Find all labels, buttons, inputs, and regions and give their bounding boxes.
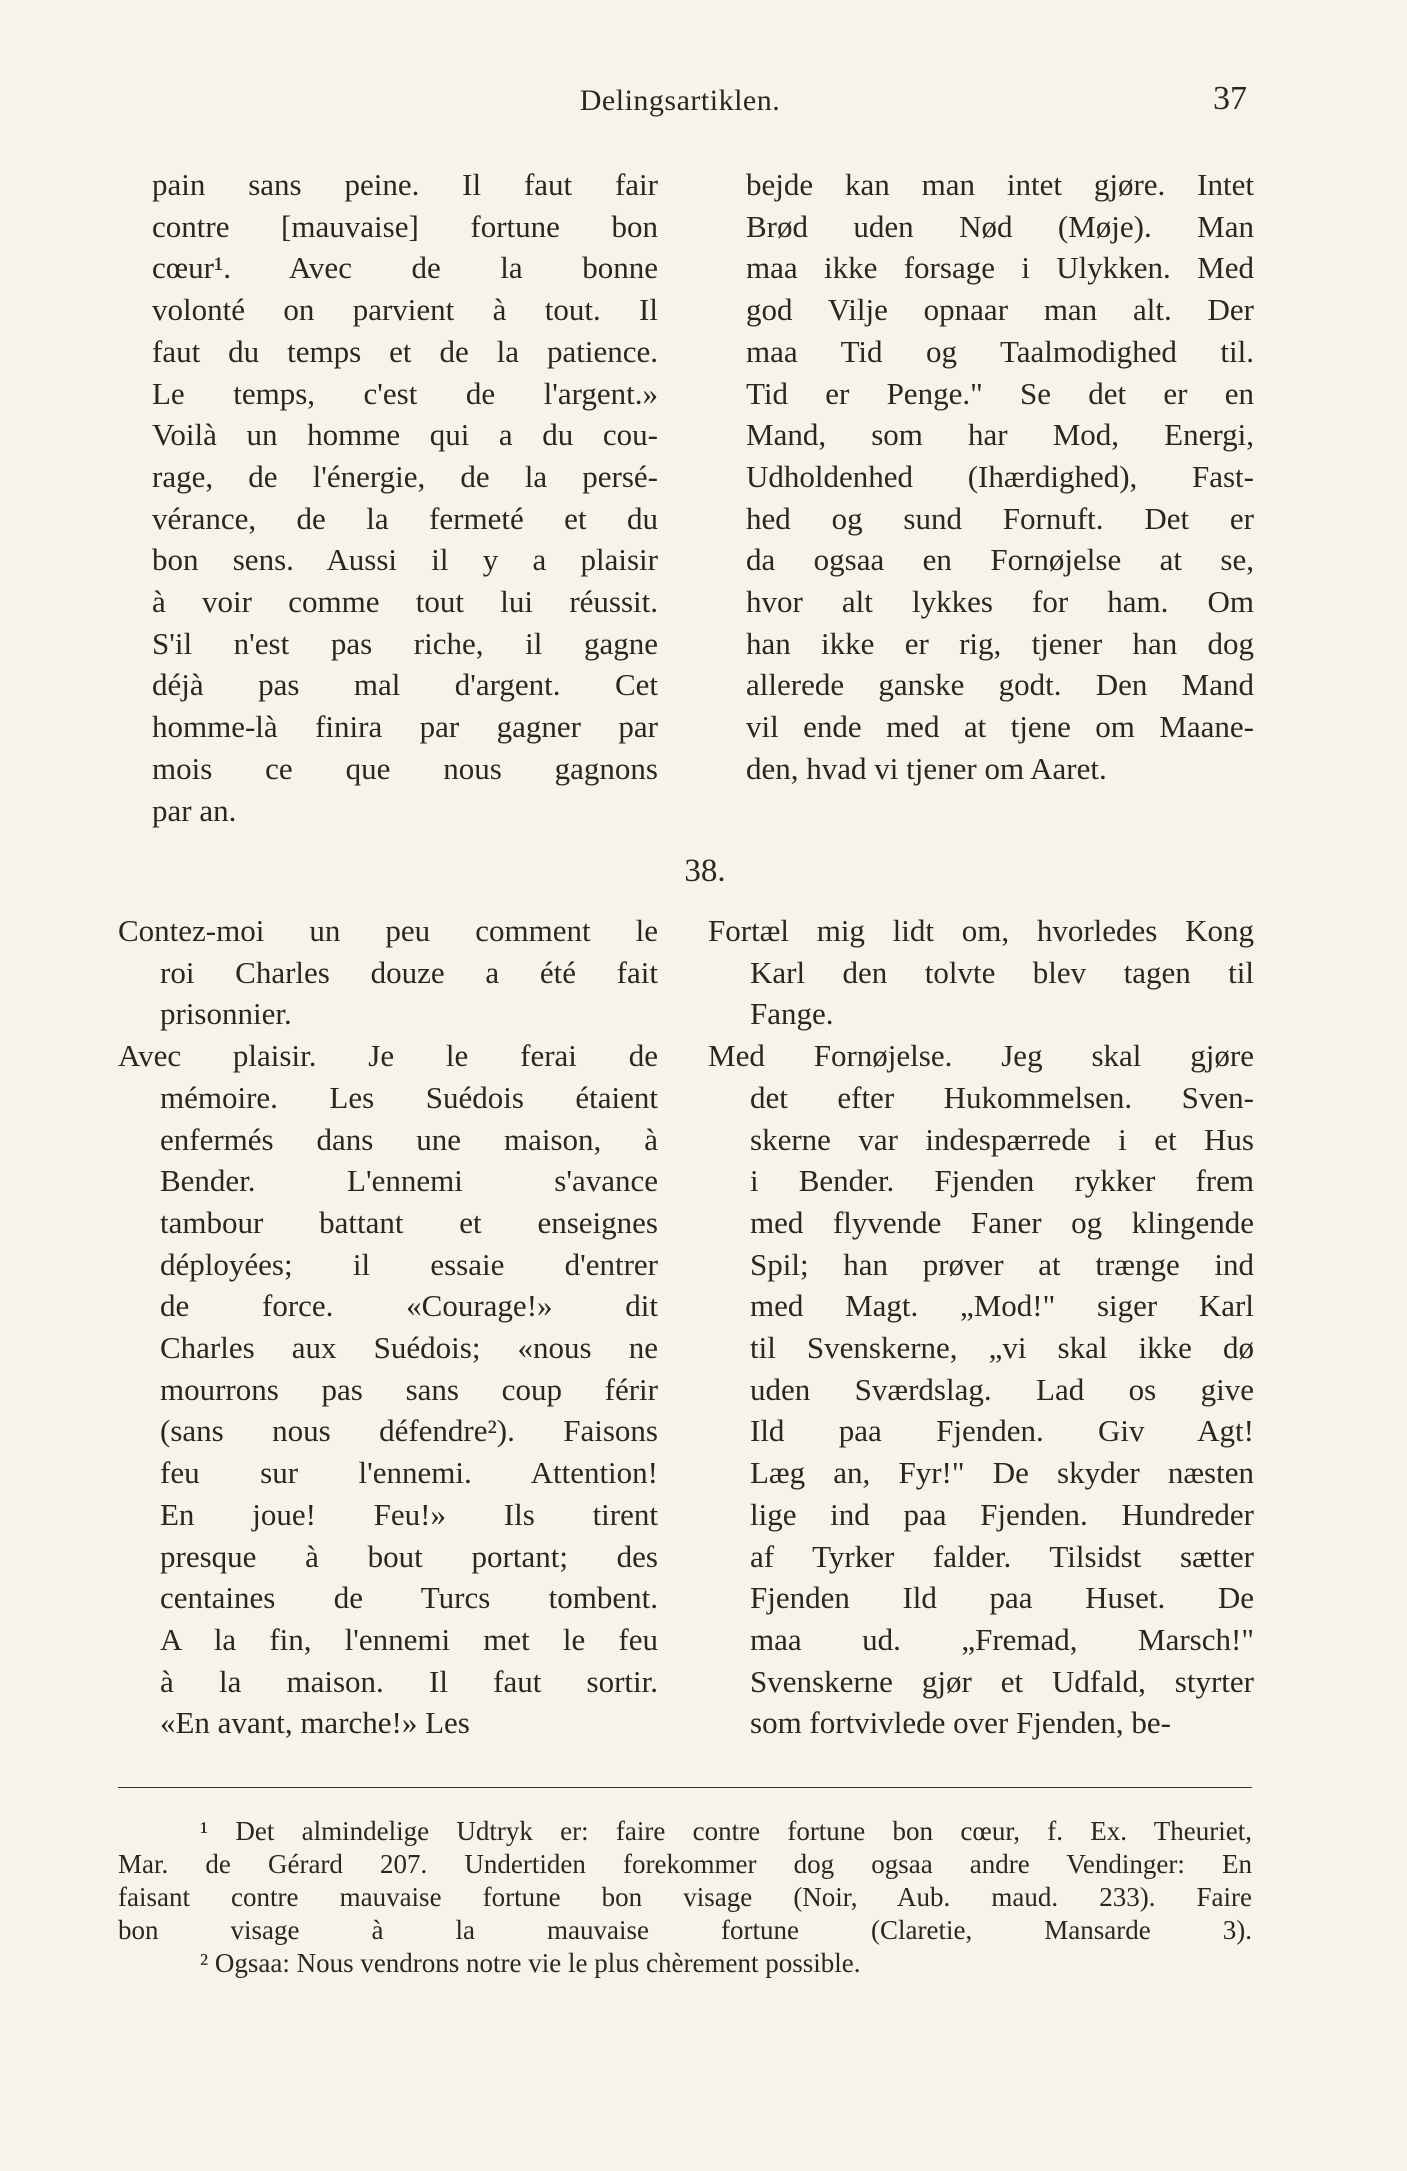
text-line: med flyvende Faner og klingende [750, 1204, 1254, 1240]
text-line: hed og sund Fornuft. Det er [746, 500, 1254, 536]
text-line: roi Charles douze a été fait [160, 954, 658, 990]
text-line: contre [mauvaise] fortune bon [152, 208, 658, 244]
text-line: Fortæl mig lidt om, hvorledes Kong [708, 913, 1254, 948]
text-line: faut du temps et de la patience. [152, 333, 658, 369]
french-text-column-top [152, 164, 658, 831]
text-line: cœur¹. Avec de la bonne [152, 250, 658, 286]
text-line: uden Sværdslag. Lad os give [750, 1371, 1254, 1407]
text-line: Udholdenhed (Ihærdighed), Fast- [746, 458, 1254, 494]
text-line: vérance, de la fermeté et du [152, 500, 658, 536]
text-line: Avec plaisir. Je le ferai de [118, 1038, 658, 1074]
text-line: enfermés dans une maison, à [160, 1121, 658, 1157]
text-line: volonté on parvient à tout. Il [152, 292, 658, 328]
text-line: tambour battant et enseignes [160, 1204, 658, 1240]
footnote-divider [118, 1787, 1252, 1788]
text-line: Le temps, c'est de l'argent.» [152, 375, 658, 411]
footnote-line: ¹ Det almindelige Udtryk er: faire contre fortune bon cœur, f. Ex. Theuriet, [200, 1816, 1252, 1846]
text-line: presque à bout portant; des [160, 1538, 658, 1574]
text-line: Tid er Penge." Se det er en [746, 375, 1254, 411]
text-line: Mand, som har Mod, Energi, [746, 417, 1254, 453]
text-line: Ild paa Fjenden. Giv Agt! [750, 1413, 1254, 1449]
text-line: mourrons pas sans coup férir [160, 1371, 658, 1407]
text-line: Contez-moi un peu comment le [118, 913, 658, 948]
text-line: til Svenskerne, „vi skal ikke dø [750, 1330, 1254, 1366]
text-line: mémoire. Les Suédois étaient [160, 1079, 658, 1115]
text-line: maa ud. „Fremad, Marsch!" [750, 1621, 1254, 1657]
text-line: Fange. [750, 996, 834, 1032]
text-line: bon sens. Aussi il y a plaisir [152, 542, 658, 578]
danish-text-column-top [746, 164, 1254, 790]
text-line: Bender. L'ennemi s'avance [160, 1163, 658, 1199]
text-line: i Bender. Fjenden rykker frem [750, 1163, 1254, 1199]
text-line: S'il n'est pas riche, il gagne [152, 625, 658, 661]
text-line: Svenskerne gjør et Udfald, styrter [750, 1663, 1254, 1699]
text-line: à la maison. Il faut sortir. [160, 1663, 658, 1699]
text-line: (sans nous défendre²). Faisons [160, 1413, 658, 1449]
danish-dialogue-column [708, 910, 1254, 1744]
text-line: par an. [152, 792, 237, 828]
text-line: homme-là finira par gagner par [152, 709, 658, 745]
text-line: god Vilje opnaar man alt. Der [746, 292, 1254, 328]
text-line: rage, de l'énergie, de la persé- [152, 458, 658, 494]
text-line: Charles aux Suédois; «nous ne [160, 1330, 658, 1366]
text-line: allerede ganske godt. Den Mand [746, 667, 1254, 703]
text-line: hvor alt lykkes for ham. Om [746, 584, 1254, 620]
text-line: da ogsaa en Fornøjelse at se, [746, 542, 1254, 578]
text-line: med Magt. „Mod!" siger Karl [750, 1288, 1254, 1324]
text-line: déjà pas mal d'argent. Cet [152, 667, 658, 703]
french-dialogue-column [118, 910, 658, 1744]
text-line: bejde kan man intet gjøre. Intet [746, 167, 1254, 202]
text-line: Fjenden Ild paa Huset. De [750, 1580, 1254, 1616]
text-line: centaines de Turcs tombent. [160, 1580, 658, 1616]
footnote-line: bon visage à la mauvaise fortune (Claretie, Mansarde 3). [118, 1915, 1252, 1945]
text-line: mois ce que nous gagnons [152, 750, 658, 786]
text-line: maa Tid og Taalmodighed til. [746, 333, 1254, 369]
text-line: pain sans peine. Il faut fair [152, 167, 658, 202]
text-line: Spil; han prøver at trænge ind [750, 1246, 1254, 1282]
text-line: maa ikke forsage i Ulykken. Med [746, 250, 1254, 286]
page-number: 37 [1213, 80, 1247, 117]
text-line: det efter Hukommelsen. Sven- [750, 1079, 1254, 1115]
text-line: En joue! Feu!» Ils tirent [160, 1496, 658, 1532]
text-line: à voir comme tout lui réussit. [152, 584, 658, 620]
text-line: vil ende med at tjene om Maane- [746, 709, 1254, 745]
text-line: de force. «Courage!» dit [160, 1288, 658, 1324]
text-line: som fortvivlede over Fjenden, be- [750, 1705, 1171, 1741]
text-line: skerne var indespærrede i et Hus [750, 1121, 1254, 1157]
text-line: «En avant, marche!» Les [160, 1705, 470, 1741]
text-line: han ikke er rig, tjener han dog [746, 625, 1254, 661]
text-line: déployées; il essaie d'entrer [160, 1246, 658, 1282]
footnote-line: Mar. de Gérard 207. Undertiden forekommer dog ogsaa andre Vendinger: En [118, 1849, 1252, 1879]
text-line: A la fin, l'ennemi met le feu [160, 1621, 658, 1657]
text-line: prisonnier. [160, 996, 292, 1032]
text-line: Voilà un homme qui a du cou- [152, 417, 658, 453]
running-header: Delingsartiklen. [579, 84, 781, 117]
text-line: lige ind paa Fjenden. Hundreder [750, 1496, 1254, 1532]
section-number: 38. [684, 853, 726, 889]
text-line: Brød uden Nød (Møje). Man [746, 208, 1254, 244]
footnotes [118, 1815, 1252, 1980]
footnote-line: faisant contre mauvaise fortune bon visage (Noir, Aub. maud. 233). Faire [118, 1882, 1252, 1912]
text-line: feu sur l'ennemi. Attention! [160, 1455, 658, 1491]
text-line: den, hvad vi tjener om Aaret. [746, 750, 1107, 786]
text-line: Karl den tolvte blev tagen til [750, 954, 1254, 990]
text-line: af Tyrker falder. Tilsidst sætter [750, 1538, 1254, 1574]
footnote-line: ² Ogsaa: Nous vendrons notre vie le plus chèrement possible. [200, 1948, 861, 1978]
text-line: Med Fornøjelse. Jeg skal gjøre [708, 1038, 1254, 1074]
text-line: Læg an, Fyr!" De skyder næsten [750, 1455, 1254, 1491]
